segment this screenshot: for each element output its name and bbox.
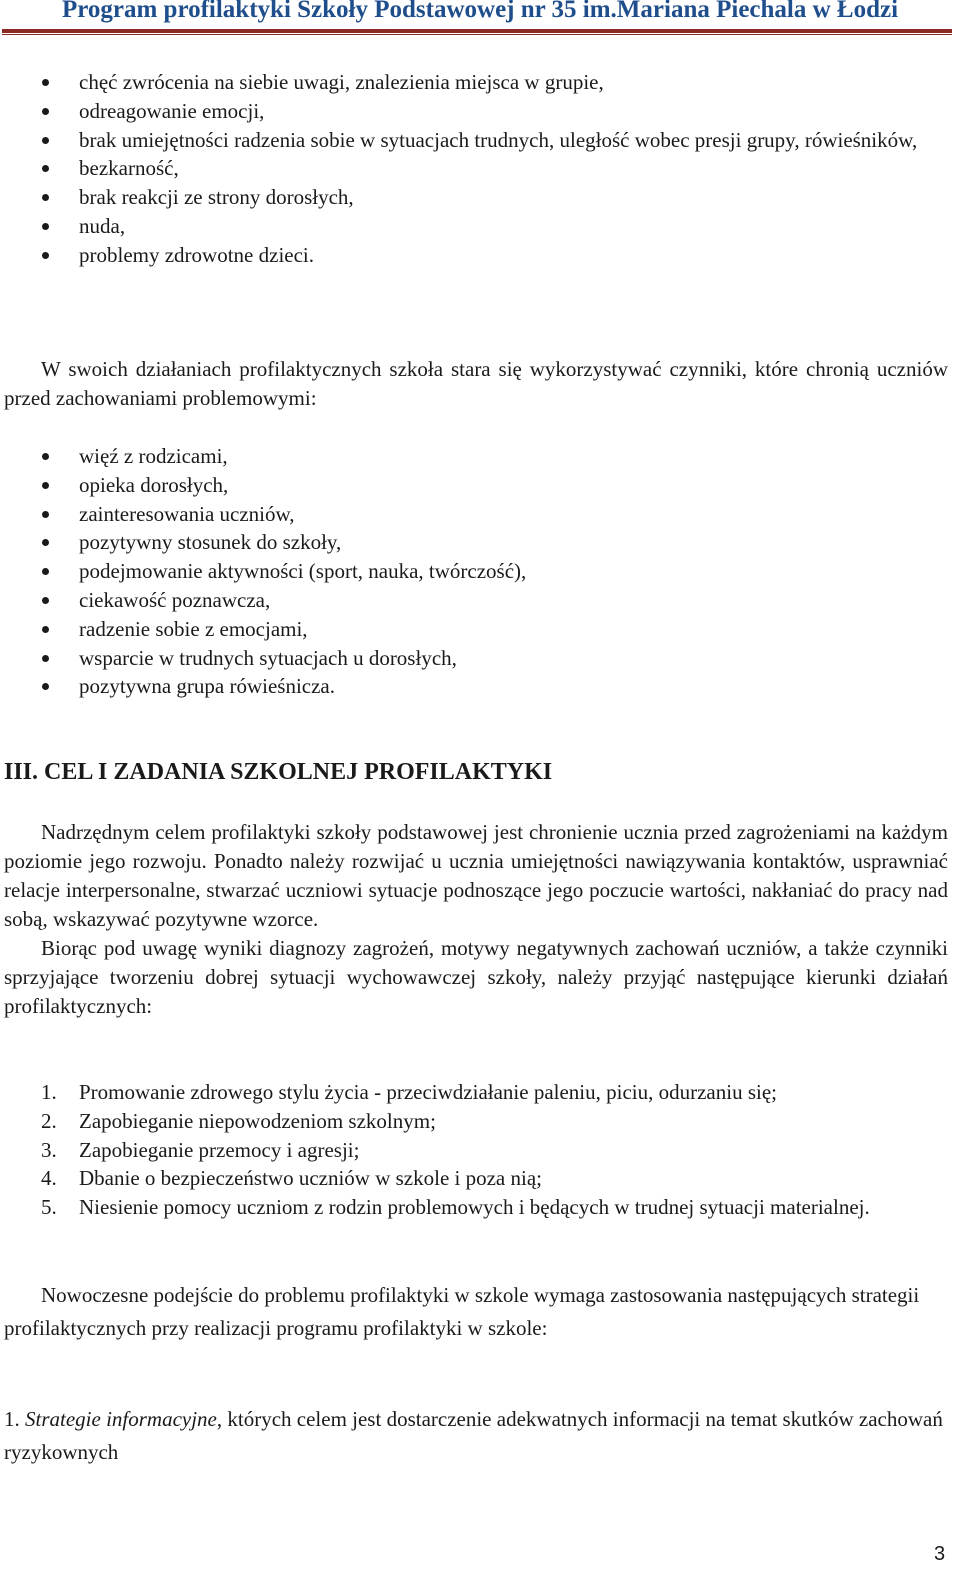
list-item: odreagowanie emocji, [4,97,948,126]
page-number: 3 [934,1543,946,1565]
protective-intro-block [4,355,948,413]
page-header [0,0,960,40]
list-item-text: Promowanie zdrowego stylu życia - przeciwdziałanie paleniu, piciu, odurzaniu się; [79,1080,778,1104]
list-item: więź z rodzicami, [4,442,948,471]
section-paragraphs-block [4,818,948,1021]
list-item [4,1136,948,1165]
protective-factors-list [4,442,948,701]
list-item-text: Zapobieganie przemocy i agresji; [79,1137,360,1162]
directions-list-block [4,1078,948,1222]
list-item-text: Dbanie o bezpieczeństwo uczniów w szkole i poza nią; [79,1166,542,1191]
strategy-name: Strategie informacyjne [25,1407,217,1431]
list-item: nuda, [4,212,948,241]
list-item: podejmowanie aktywności (sport, nauka, twórczość), [4,557,948,586]
list-item: opieka dorosłych, [4,471,948,500]
strategy-1-block [4,1403,948,1469]
list-item: pozytywna grupa rówieśnicza. [4,672,948,701]
strategy-1-paragraph [4,1403,948,1469]
risk-factors-list-block [4,68,948,270]
header-rule [2,29,952,33]
list-item: ciekawość poznawcza, [4,586,948,615]
list-item: problemy zdrowotne dzieci. [4,241,948,270]
list-item: zainteresowania uczniów, [4,500,948,529]
list-item-number: 4. [41,1166,57,1191]
list-item-text: Niesienie pomocy uczniom z rodzin problemowych i będących w trudnej sytuacji materialnej. [79,1195,870,1220]
list-item: chęć zwrócenia na siebie uwagi, znalezienia miejsca w grupie, [4,68,948,97]
strategy-number: 1. [4,1407,20,1431]
list-item: brak umiejętności radzenia sobie w sytuacjach trudnych, uległość wobec presji grupy, rówieśników, [4,126,948,155]
risk-factors-list [4,68,948,270]
directions-list [4,1078,948,1222]
list-item [4,1164,948,1193]
list-item: pozytywny stosunek do szkoły, [4,528,948,557]
strategies-intro-paragraph: Nowoczesne podejście do problemu profilaktyki w szkole wymaga zastosowania następujących strategii profilaktycznych przy realizacji programu profilaktyki w szkole: [4,1283,920,1340]
list-item: bezkarność, [4,154,948,183]
header-title: Program profilaktyki Szkoły Podstawowej nr 35 im.Mariana Piechala w Łodzi [61,0,899,23]
list-item-number: 1. [41,1080,57,1104]
section-heading: III. CEL I ZADANIA SZKOLNEJ PROFILAKTYKI [4,759,553,785]
list-item-number: 3. [41,1137,57,1162]
list-item [4,1107,948,1136]
protective-intro-paragraph: W swoich działaniach profilaktycznych szkoła stara się wykorzystywać czynniki, które chronią uczniów przed zachowaniami problemowymi: [4,357,948,410]
list-item-number: 5. [41,1195,57,1220]
list-item [4,1078,948,1107]
list-item: radzenie sobie z emocjami, [4,615,948,644]
list-item: brak reakcji ze strony dorosłych, [4,183,948,212]
list-item [4,1193,948,1222]
header-rule-thin [2,34,952,35]
strategies-intro-block [4,1279,948,1345]
strategy-description: , których celem jest dostarczenie adekwatnych informacji na temat skutków zachowań ryzykownych [4,1407,943,1464]
section-paragraph-2: Biorąc pod uwagę wyniki diagnozy zagrożeń, motywy negatywnych zachowań uczniów, a także czynniki sprzyjające tworzeniu dobrej sytuacji wychowawczej szkoły, należy przyjąć następujące kierunki działań profilaktycznych: [4,936,948,1018]
list-item: wsparcie w trudnych sytuacjach u dorosłych, [4,644,948,673]
list-item-number: 2. [41,1108,57,1133]
list-item-text: Zapobieganie niepowodzeniom szkolnym; [79,1108,436,1133]
section-paragraph-1: Nadrzędnym celem profilaktyki szkoły podstawowej jest chronienie ucznia przed zagrożeniami na każdym poziomie jego rozwoju. Ponadto należy rozwijać u ucznia umiejętności nawiązywania kontaktów, usprawniać relacje interpersonalne, stwarzać uczniowi sytuacje podnoszące jego poczucie wartości, nakłaniać do pracy nad sobą, wskazywać pozytywne wzorce. [4,820,948,931]
protective-factors-list-block [4,442,948,701]
